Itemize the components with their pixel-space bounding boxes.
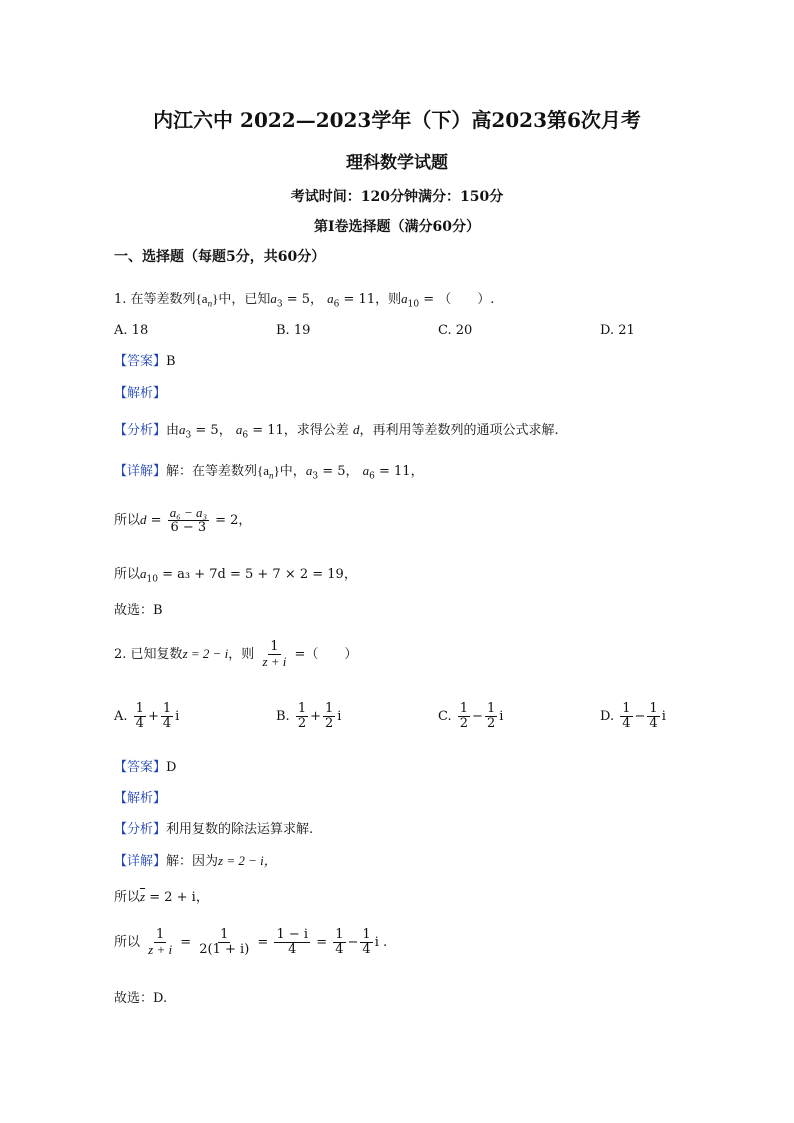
- q1-d-calc: 所以d = $\frac{\text{a₆ − a₃}}{6 - 3}$ = 2，: [114, 505, 252, 535]
- q2-answer: 【答案】D: [114, 760, 177, 775]
- section-heading: 一、选择题（每题5分，共60分）: [114, 249, 326, 265]
- q1-stem-c: ，则: [375, 292, 402, 307]
- q1-a10: =: [423, 292, 435, 307]
- q1-fenxi: 【分析】由$a_3 = 5$， $a_6 = 11$，求得公差 d，再利用等差数列的通项公式求解.: [114, 422, 559, 441]
- q2-conj: 所以$\overline{z} = 2 + i$，: [114, 889, 209, 905]
- q1-option-c: C. 20: [438, 323, 473, 338]
- q2-detail: 【详解】解：因为z = 2 − i，: [114, 853, 277, 869]
- q1-answer: 【答案】B: [114, 354, 176, 369]
- q1-seq: $\{a_n\}$: [195, 291, 219, 309]
- q2-option-a: A. $\frac{1}{4}$ + $\frac{1}{4}$ i: [114, 701, 180, 731]
- q2-stem-fraction: $\frac{1}{z + i}$: [262, 639, 287, 669]
- exam-title: 内江六中 2022—2023学年（下）高2023第6次月考: [153, 108, 641, 132]
- q2-calc: 所以 $\frac{1}{z + i}$ = $\frac{1}{2(1 + i)}$ = $\frac{1 - i}{4}$ = $\frac{1}{4}$ − $\frac{1}{4}$ i .: [114, 927, 388, 957]
- q1-option-d: D. 21: [600, 323, 635, 338]
- q1-a6: = 11: [343, 292, 376, 307]
- q1-a3: = 5: [286, 292, 311, 307]
- q1-number: 1.: [114, 292, 127, 307]
- q1-option-a: A. 18: [114, 323, 149, 338]
- q2-fenxi: 【分析】利用复数的除法运算求解.: [114, 822, 314, 837]
- q1-stem: 1. 在等差数列$\{a_n\}$中，已知$a_3 = 5$， $a_6 = 11$，则$a_{10}$ = （ ）.: [114, 291, 495, 310]
- exam-subtitle: 理科数学试题: [346, 153, 448, 173]
- q1-option-b: B. 19: [276, 323, 311, 338]
- q2-option-d: D. $\frac{1}{4}$ − $\frac{1}{4}$ i: [600, 701, 666, 731]
- volume-title: 第I卷选择题（满分60分）: [313, 219, 481, 235]
- q1-stem-b: 中，已知: [218, 292, 271, 307]
- q1-choice: 故选：B: [114, 603, 163, 618]
- q2-stem: 2. 已知复数z = 2 − i，则 $\frac{1}{z + i}$ =（ ）: [114, 639, 358, 669]
- q1-a10-calc: 所以$a_{10} = a_3 + 7d = 5 + 7 \times 2 = 19$，: [114, 566, 357, 585]
- q1-d-fraction: $\frac{\text{a₆ − a₃}}{6 - 3}$: [169, 505, 207, 535]
- q1-analysis-label: 【解析】: [114, 386, 167, 401]
- q2-option-b: B. $\frac{1}{2}$ + $\frac{1}{2}$ i: [276, 701, 342, 731]
- q2-choice: 故选：D.: [114, 991, 168, 1006]
- q1-detail: 【详解】解：在等差数列$\{a_n\}$中，$a_3 = 5$， $a_6 = 11$，: [114, 463, 424, 482]
- q2-analysis-label: 【解析】: [114, 791, 167, 806]
- exam-info: 考试时间：120分钟满分：150分: [290, 189, 504, 205]
- q2-option-c: C. $\frac{1}{2}$ − $\frac{1}{2}$ i: [438, 701, 504, 731]
- q1-blank: （ ）.: [438, 292, 495, 307]
- q1-stem-a: 在等差数列: [130, 292, 196, 307]
